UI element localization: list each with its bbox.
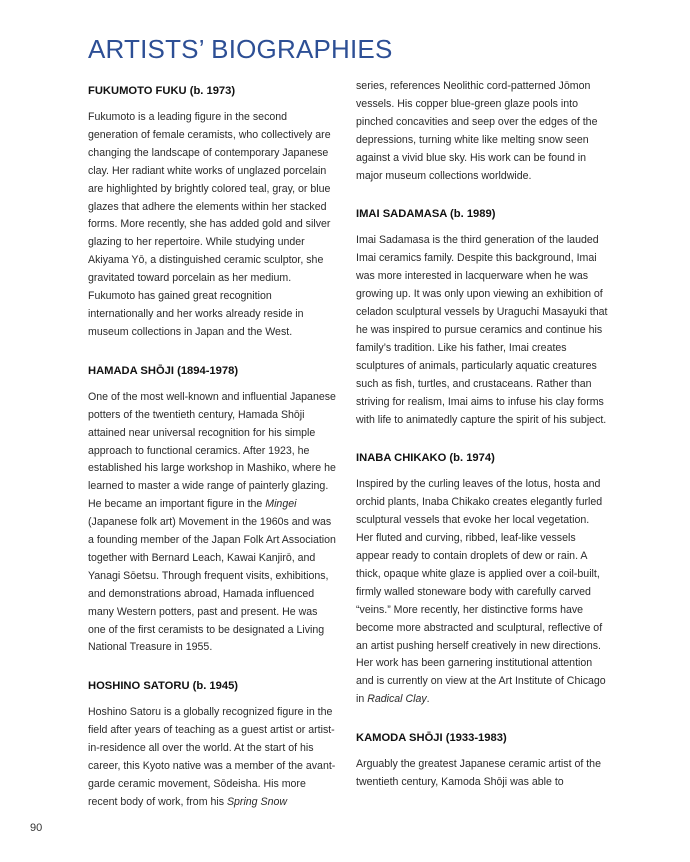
- bio-text-kamoda: Arguably the greatest Japanese ceramic artist of the twentieth century, Kamoda Shōji was able to: [356, 758, 601, 789]
- bio-heading-inaba: INABA CHIKAKO (b. 1974): [356, 452, 495, 465]
- bio-text-inaba-part2: .: [426, 693, 430, 706]
- bio-heading-kamoda: KAMODA SHŌJI (1933-1983): [356, 732, 507, 745]
- bio-text-hamada: [88, 389, 338, 658]
- left-column: [88, 84, 338, 834]
- page-number: 90: [30, 822, 43, 834]
- bio-heading-hamada: HAMADA SHŌJI (1894-1978): [88, 364, 239, 377]
- bio-text-imai: Imai Sadamasa is the third generation of the lauded Imai ceramics family. Despite this background, Imai was more interested in lacquerware when he was growing up. It was only upon viewing an exhibition of celadon sculptural vessels by Uraguchi Masayuki that he was inspired to pursue ceramics and continue his family’s tradition. Like his father, Imai creates sculptures of animals, particularly aquatic creatures such as fish, turtles, and crustaceans. Rather than striving for realism, Imai aims to infuse his clay forms with life to animatedly capture the spirit of his subject.: [356, 234, 608, 426]
- bio-text-hoshino: [88, 704, 338, 811]
- bio-heading-fukumoto: FUKUMOTO FUKU (b. 1973): [88, 85, 236, 97]
- page-title: ARTISTS’ BIOGRAPHIES: [88, 34, 393, 64]
- bio-text-hoshino-italic: Spring Snow: [226, 795, 288, 808]
- bio-heading-imai: IMAI SADAMASA (b. 1989): [356, 208, 496, 221]
- bio-text-hamada-italic: Mingei: [265, 498, 297, 511]
- bio-heading-hoshino: HOSHINO SATORU (b. 1945): [88, 680, 239, 693]
- bio-text-fukumoto: Fukumoto is a leading figure in the second generation of female ceramists, who collectively are changing the landscape of contemporary Japanese clay. Her radiant white works of unglazed porcelain are highlighted by brightly colored teal, gray, or blue glazes that adhere the elements within her stacked forms. More recently, she has added gold and silver glazing to her repertoire. While studying under Akiyama Yō, a distinguished ceramic sculptor, she gravitated toward porcelain as her medium. Fukumoto has gained great recognition internationally and her works already reside in museum collections in Japan and the West.: [88, 111, 331, 338]
- right-column: [356, 78, 608, 814]
- bio-text-inaba: [356, 476, 608, 709]
- bio-text-hoshino-part1: Hoshino Satoru is a globally recognized figure in the field after years of teaching as a guest artist or artist-in-residence all over the world. At the start of his career, this Kyoto native was a member of the avant-garde ceramic movement, Sōdeisha. His more recent body of work, from his: [88, 706, 336, 808]
- bio-text-hamada-part2: (Japanese folk art) Movement in the 1960s and was a founding member of the Japan Folk Art Association together with Bernard Leach, Kawai Kanjirō, and Yanagi Sōetsu. Through frequent visits, exhibitions, and demonstrations abroad, Hamada influenced many Western potters, past and present. He was one of the first ceramists to be designated a Living National Treasure in 1955.: [88, 516, 336, 654]
- bio-text-hoshino-continued: series, references Neolithic cord-patterned Jōmon vessels. His copper blue-green glaze pools into pinched concavities and seep over the edges of the depressions, turning white like melting snow seen against a vivid blue sky. His work can be found in major museum collections worldwide.: [356, 80, 598, 182]
- bio-text-hamada-part1: One of the most well-known and influential Japanese potters of the twentieth century, Hamada Shōji attained near universal recognition for his simple approach to functional ceramics. After 1923, he established his large workshop in Mashiko, where he learned to master a wide range of painterly glazing. He became an important figure in the: [88, 390, 336, 511]
- bio-text-inaba-italic: Radical Clay: [367, 693, 427, 706]
- bio-text-inaba-part1: Inspired by the curling leaves of the lotus, hosta and orchid plants, Inaba Chikako creates elegantly furled sculptural vessels that evoke her local vegetation. Her fluted and curving, ribbed, leaf-like vessels appear ready to contain droplets of dew or rain. A thick, opaque white glaze is applied over a coil-built, firmly walled stoneware body with carefully carved “veins.” More recently, her distinctive forms have become more abstracted and sculptural, reflective of an artist pushing herself creatively in new directions. Her work has been garnering institutional attention and is currently on view at the Art Institute of Chicago in: [356, 478, 606, 706]
